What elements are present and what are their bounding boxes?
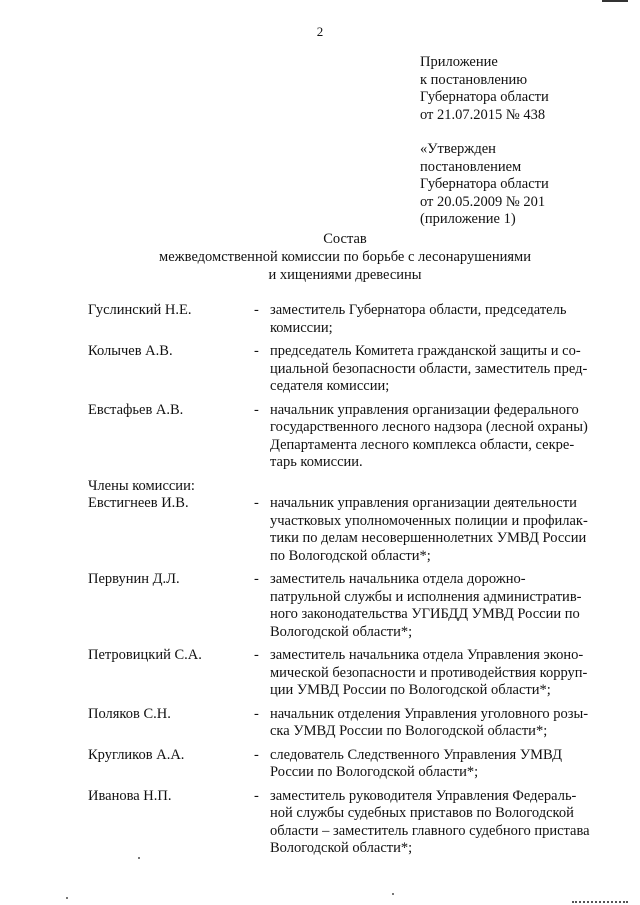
role-line: России по Вологодской области*; xyxy=(270,764,479,780)
member-name: Кругликов А.А. xyxy=(88,746,185,763)
member-role xyxy=(270,495,620,565)
role-line: комиссии; xyxy=(270,319,333,336)
member-role xyxy=(270,302,620,337)
role-line: заместитель руководителя Управления Федераль- xyxy=(270,787,577,804)
approval-line: Губернатора области xyxy=(420,176,549,192)
title-line: и хищениями древесины xyxy=(268,267,422,283)
roster-row xyxy=(88,788,618,858)
title-line: Состав xyxy=(323,231,367,247)
member-name: Евстафьев А.В. xyxy=(88,401,184,418)
role-line: начальник отделения Управления уголовного розы- xyxy=(270,705,589,722)
role-line: тики по делам несовершеннолетних УМВД России xyxy=(270,530,587,546)
role-line: ной службы судебных приставов по Вологодской xyxy=(270,805,574,821)
dash-separator: - xyxy=(254,495,259,511)
role-line: начальник управления организации федерального xyxy=(270,401,579,418)
role-line: ции УМВД России по Вологодской области*; xyxy=(270,682,551,698)
roster-row xyxy=(88,302,618,337)
roster-row xyxy=(88,495,618,565)
member-role xyxy=(270,706,620,741)
scan-speck xyxy=(138,857,140,859)
scan-edge-mark xyxy=(602,0,628,2)
dash-separator: - xyxy=(254,302,259,318)
title-line: межведомственной комиссии по борьбе с лесонарушениями xyxy=(159,249,531,265)
role-line: ска УМВД России по Вологодской области*; xyxy=(270,723,548,739)
role-line: ного законодательства УГИБДД УМВД России по xyxy=(270,606,580,622)
role-line: области – заместитель главного судебного пристава xyxy=(270,822,590,839)
approval-line: от 20.05.2009 № 201 xyxy=(420,193,546,210)
member-name: Петровицкий С.А. xyxy=(88,647,202,663)
role-line: по Вологодской области*; xyxy=(270,547,431,564)
role-line: Вологодской области*; xyxy=(270,623,413,640)
page-number: 2 xyxy=(316,24,324,39)
role-line: председатель Комитета гражданской защиты и со- xyxy=(270,343,581,359)
member-role xyxy=(270,402,620,472)
approval-line: «Утвержден xyxy=(420,141,496,157)
appendix-line: от 21.07.2015 № 438 xyxy=(420,106,546,123)
role-line: заместитель Губернатора области, председатель xyxy=(270,302,567,318)
role-line: Департамента лесного комплекса области, секре- xyxy=(270,436,575,453)
scan-edge-mark xyxy=(572,899,628,903)
role-line: мической безопасности и противодействия корруп- xyxy=(270,664,588,681)
appendix-line: к постановлению xyxy=(420,71,528,88)
role-line: циальной безопасности области, заместитель пред- xyxy=(270,360,588,377)
member-role xyxy=(270,747,620,782)
member-role xyxy=(270,343,620,396)
scan-speck xyxy=(66,897,68,899)
roster-row xyxy=(88,343,618,396)
roster-row xyxy=(88,747,618,782)
role-line: тарь комиссии. xyxy=(270,454,363,470)
dash-separator: - xyxy=(254,705,259,722)
member-name: Иванова Н.П. xyxy=(88,787,172,804)
dash-separator: - xyxy=(254,571,259,587)
approval-line: (приложение 1) xyxy=(420,211,516,227)
scan-speck xyxy=(392,893,394,895)
dash-separator: - xyxy=(254,343,259,359)
role-line: государственного лесного надзора (лесной охраны) xyxy=(270,419,588,435)
roster-row xyxy=(88,647,618,700)
role-line: заместитель начальника отдела Управления эконо- xyxy=(270,647,584,663)
dash-separator: - xyxy=(254,787,259,804)
approval-reference xyxy=(420,141,620,229)
member-name: Евстигнеев И.В. xyxy=(88,495,189,511)
role-line: патрульной службы и исполнения административ- xyxy=(270,588,582,605)
dash-separator: - xyxy=(254,746,259,763)
appendix-line: Приложение xyxy=(420,54,498,70)
role-line: начальник управления организации деятельности xyxy=(270,495,577,511)
dash-separator: - xyxy=(254,647,259,663)
role-line: заместитель начальника отдела дорожно- xyxy=(270,571,526,587)
dash-separator: - xyxy=(254,401,259,418)
document-title xyxy=(80,230,610,284)
member-name: Первунин Д.Л. xyxy=(88,571,180,587)
member-name: Колычев А.В. xyxy=(88,343,173,359)
member-name: Гуслинский Н.Е. xyxy=(88,302,192,318)
roster-row xyxy=(88,706,618,741)
role-line: участковых уполномоченных полиции и профилак- xyxy=(270,512,588,529)
member-role xyxy=(270,647,620,700)
member-role xyxy=(270,788,620,858)
members-heading: Члены комиссии: xyxy=(88,477,195,494)
approval-line: постановлением xyxy=(420,158,522,175)
role-line: Вологодской области*; xyxy=(270,840,413,856)
commission-roster xyxy=(88,302,618,858)
role-line: седателя комиссии; xyxy=(270,378,390,394)
roster-row xyxy=(88,571,618,641)
member-name: Поляков С.Н. xyxy=(88,705,171,722)
role-line: следователь Следственного Управления УМВД xyxy=(270,746,562,763)
member-role xyxy=(270,571,620,641)
appendix-reference xyxy=(420,54,620,124)
roster-row xyxy=(88,402,618,472)
appendix-line: Губернатора области xyxy=(420,89,549,105)
